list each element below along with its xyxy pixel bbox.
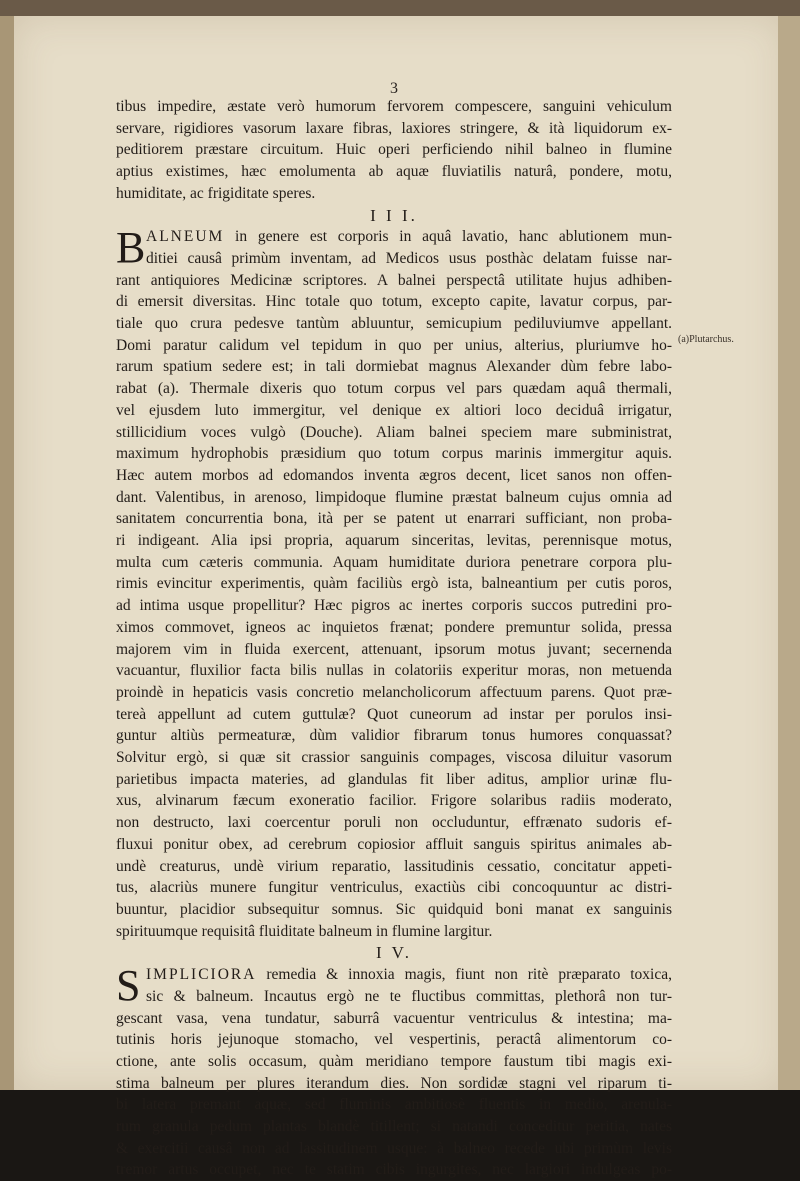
first-word: ALNEUM	[146, 228, 224, 245]
intro-paragraph	[116, 96, 672, 205]
section-iv-lines	[116, 1008, 672, 1181]
text-line: ximos commovet, igneos ac inquietos frænat; pondere premuntur solida, pressa	[116, 617, 672, 639]
text-line	[116, 226, 672, 248]
text-line: & exercitii causâ non ad lassitudinem usque: à balneo recede ubi primùm levis	[116, 1138, 672, 1160]
text-line: multa cum cæteris communia. Aquam humiditate duriora penetrare corpora plu-	[116, 552, 672, 574]
text-line: parietibus impacta materies, ad glandulas fit liber aditus, amplior urinæ flu-	[116, 769, 672, 791]
text-line: sic & balneum. Incautus ergò ne te fluctibus committas, plethorâ non tur-	[116, 986, 672, 1008]
text-line: dant. Valentibus, in arenoso, limpidoque flumine præstat balneum cujus omnia ad	[116, 487, 672, 509]
text-line: di emersit diversitas. Hinc totale quo totum, excepto capite, lavatur corpus, par-	[116, 291, 672, 313]
text-line: bi latera premant aquæ, sed fluminis ambitiosè fluentis in medio, arenula-	[116, 1094, 672, 1116]
text-line: rabat (a). Thermale dixeris quo totum corpus vel pars quædam aquâ thermali,	[116, 378, 672, 400]
text-line: maximum hydrophobis præsidium quo totum corpus marinis immergitur aquis.	[116, 443, 672, 465]
text-line: tremor artus occupet, nec te statim cibis ingurgites, nec largiori indulgeas po-	[116, 1159, 672, 1181]
text-line: xus, alvinarum fæcum exoneratio facilior. Frigore solaribus radiis moderato,	[116, 790, 672, 812]
section-heading-iv: I V.	[116, 942, 672, 964]
text-line: tereà appellunt ad cutem guttulæ? Quot cuneorum ad instar per porulos insi-	[116, 704, 672, 726]
text-line: rum granula pedum plantas blandè titillent; si natandi conceditur peritia, nates	[116, 1116, 672, 1138]
text-line: tus, alacriùs munere fungitur ventriculus, exactiùs cibi concoquuntur ac distri-	[116, 877, 672, 899]
text-line: ad intima usque propellitur? Hæc pigros ac inertes corporis succos putredini pro-	[116, 595, 672, 617]
drop-cap-s: S	[116, 966, 140, 1006]
text-line: stillicidium voces vulgò (Douche). Aliam balnei speciem mare subministrat,	[116, 422, 672, 444]
text-line: humiditate, ac frigiditate speres.	[116, 183, 672, 205]
section-iii-lines	[116, 270, 672, 943]
first-word: IMPLICIORA	[146, 966, 256, 983]
text-line: servare, rigidiores vasorum laxare fibras, laxiores stringere, & ità liquidorum ex-	[116, 118, 672, 140]
margin-note-plutarchus: (a)Plutarchus.	[678, 334, 734, 345]
text-line: Solvitur ergò, si quæ sit crassior sanguinis compages, viscosa diluitur vasorum	[116, 747, 672, 769]
text-line: gescant vasa, vena tundatur, saburrâ vacuentur ventriculus & intestina; ma-	[116, 1008, 672, 1030]
text-line	[116, 964, 672, 986]
text-line: vacuantur, fluxilior facta bilis nullas in colatoriis experitur moras, non metuenda	[116, 660, 672, 682]
text-line: Domi paratur calidum vel tepidum in quo per unius, alterius, pluriumve ho-	[116, 335, 672, 357]
text-line: peditiorem præstare circuitum. Huic operi perficiendo nihil balneo in flumine	[116, 139, 672, 161]
text-line: aptius existimes, hæc emolumenta ab aquæ fluviatilis naturâ, pondere, motu,	[116, 161, 672, 183]
section-heading-iii: I I I.	[116, 205, 672, 227]
first-line-text: remedia & innoxia magis, fiunt non ritè præparato toxica,	[256, 966, 672, 983]
page-edge-right	[778, 16, 800, 1090]
drop-cap-b: B	[116, 228, 145, 268]
text-line: ri indigeant. Alia ipsi propria, aquarum sinceritas, levitas, perennisque motus,	[116, 530, 672, 552]
text-line: guntur altiùs permeaturæ, dùm validior fibrarum tonus humores conquassat?	[116, 725, 672, 747]
text-line: Hæc autem morbos ad edomandos inventa ægros decent, licet sanos non offen-	[116, 465, 672, 487]
text-line: rarum spatium sedere est; in tali dormiebat magnus Alexander dùm febre labo-	[116, 356, 672, 378]
text-line: rant antiquiores Medicinæ scriptores. A balnei perspectâ utilitate hujus adhiben-	[116, 270, 672, 292]
text-line: ditiei causâ primùm inventam, ad Medicos usus posthàc delatam fuisse nar-	[116, 248, 672, 270]
text-line: tutinis horis jejunoque stomacho, vel vespertinis, peractâ alimentorum co-	[116, 1029, 672, 1051]
text-line: proindè in hepaticis vasis concretio melancholicorum affectuum parens. Quot præ-	[116, 682, 672, 704]
text-line: majorem vim in fluida exercent, attenuant, ipsorum motus juvant; secernenda	[116, 639, 672, 661]
text-line: buuntur, placidior subsequitur somnus. Sic quidquid boni manat ex sanguinis	[116, 899, 672, 921]
text-line: undè creaturus, undè virium reparatio, lassitudinis cessatio, concitatur appeti-	[116, 856, 672, 878]
text-line: non destructo, laxi coercentur poruli non occluduntur, effrænato sudoris ef-	[116, 812, 672, 834]
page-text	[116, 96, 672, 1181]
text-line: fluxui ponitur obex, ad cerebrum copiosior affluit sanguis spiritus animales ab-	[116, 834, 672, 856]
text-line: vel ejusdem luto immergitur, vel denique ex altiori loco deciduâ irrigatur,	[116, 400, 672, 422]
section-iv-paragraph	[116, 964, 672, 1181]
text-line: tiale quo crura pedesve tantùm abluuntur, semicupium pediluviumve appellant.	[116, 313, 672, 335]
section-iii-paragraph	[116, 226, 672, 942]
text-line: rimis evincitur experimentis, quàm faciliùs ergò ista, balneantium per cutis poros,	[116, 573, 672, 595]
text-line: spirituumque requisitâ fluiditate balneum in flumine largitur.	[116, 921, 672, 943]
text-line: sanitatem concurrentia bona, ità per se patent ut enarrari sufficiant, non proba-	[116, 508, 672, 530]
text-line: stima balneum per plures iterandum dies. Non sordidæ stagni vel riparum ti-	[116, 1073, 672, 1095]
text-line: ctione, ante solis occasum, quàm meridiano tempore faustum tibi magis exi-	[116, 1051, 672, 1073]
page-number: 3	[390, 80, 398, 98]
text-line: tibus impedire, æstate verò humorum fervorem compescere, sanguini vehiculum	[116, 96, 672, 118]
first-line-text: in genere est corporis in aquâ lavatio, hanc ablutionem mun-	[224, 228, 672, 245]
